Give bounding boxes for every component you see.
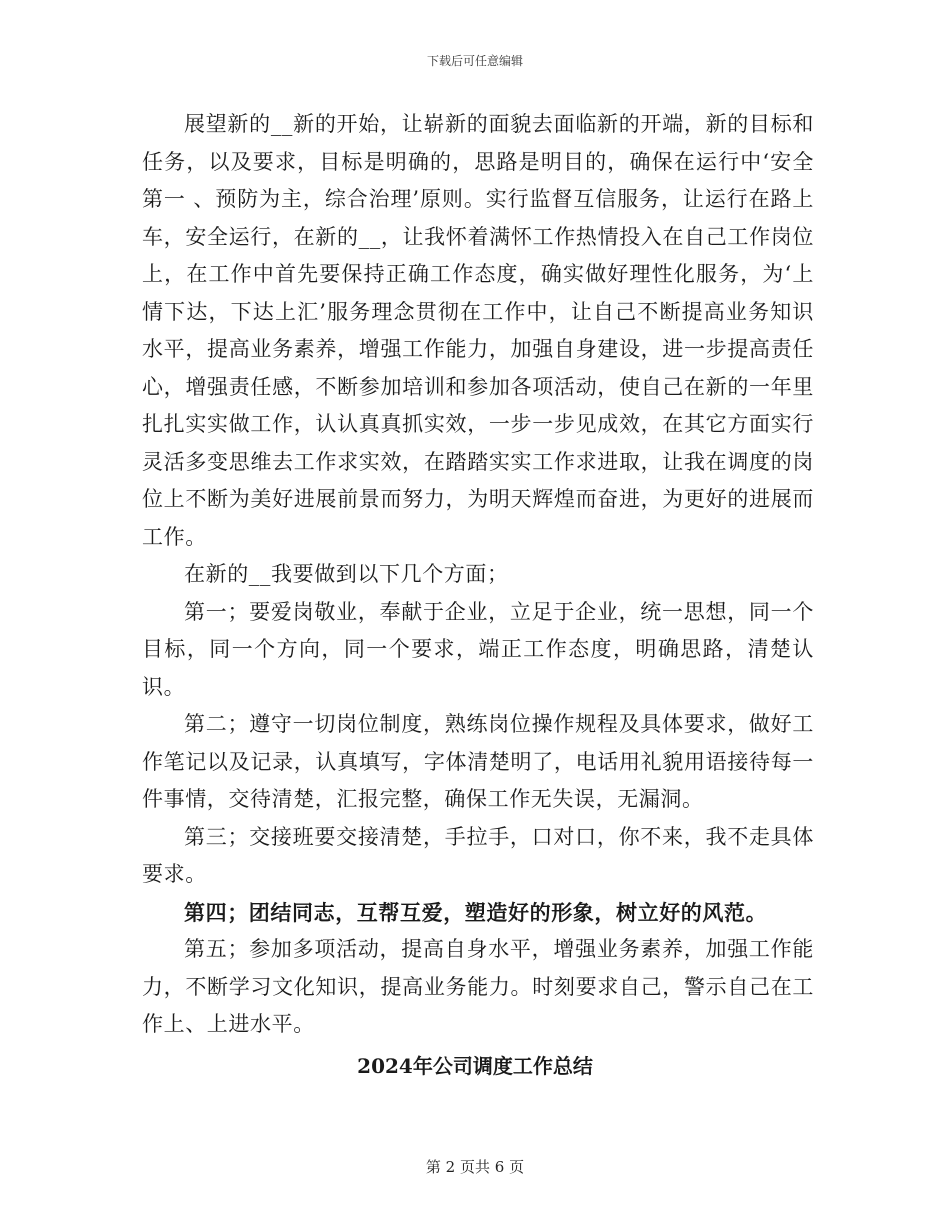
paragraph-point-2: 第二；遵守一切岗位制度，熟练岗位操作规程及具体要求，做好工作笔记以及记录，认真填写，字体清楚明了，电话用礼貌用语接待每一件事情，交待清楚，汇报完整，确保工作无失误，无漏洞。 bbox=[142, 712, 814, 811]
paragraph-intro-list: 在新的__我要做到以下几个方面； bbox=[184, 562, 509, 586]
paragraph-point-5: 第五；参加多项活动，提高自身水平，增强业务素养，加强工作能力，不断学习文化知识，提高业务能力。时刻要求自己，警示自己在工作上、上进水平。 bbox=[142, 937, 814, 1036]
page-header: 下载后可任意编辑 bbox=[426, 54, 523, 68]
paragraph-point-3: 第三；交接班要交接清楚，手拉手，口对口，你不来，我不走具体要求。 bbox=[142, 824, 814, 886]
paragraph-point-1: 第一；要爱岗敬业，奉献于企业，立足于企业，统一思想，同一个目标，同一个方向，同一个要求，端正工作态度，明确思路，清楚认识。 bbox=[142, 599, 814, 699]
paragraph-point-4: 第四；团结同志，互帮互爱，塑造好的形象，树立好的风范。 bbox=[184, 899, 768, 925]
page-footer: 第 2 页共 6 页 bbox=[425, 1158, 525, 1176]
document-body bbox=[142, 106, 814, 1044]
paragraph-outlook: 展望新的__新的开始，让崭新的面貌去面临新的开端，新的目标和任务，以及要求，目标是明确的，思路是明目的，确保在运行中‘安全第一 、预防为主，综合治理’原则。实行监督互信服务，让运行在路上车，安全运行，在新的__，让我怀着满怀工作热情投入在自己工作岗位上，在工作中首先要保持正确工作态度，确实做好理性化服务，为‘上情下达，下达上汇’服务理念贯彻在工作中，让自己不断提高业务知识水平，提高业务素养，增强工作能力，加强自身建设，进一步提高责任心，增强责任感，不断参加培训和参加各项活动，使自己在新的一年里扎扎实实做工作，认认真真抓实效，一步一步见成效，在其它方面实行灵活多变思维去工作求实效，在踏踏实实工作求进取，让我在调度的岗位上不断为美好进展前景而努力，为明天辉煌而奋进，为更好的进展而工作。 bbox=[142, 112, 814, 549]
section-title: 2024年公司调度工作总结 bbox=[357, 1054, 593, 1078]
